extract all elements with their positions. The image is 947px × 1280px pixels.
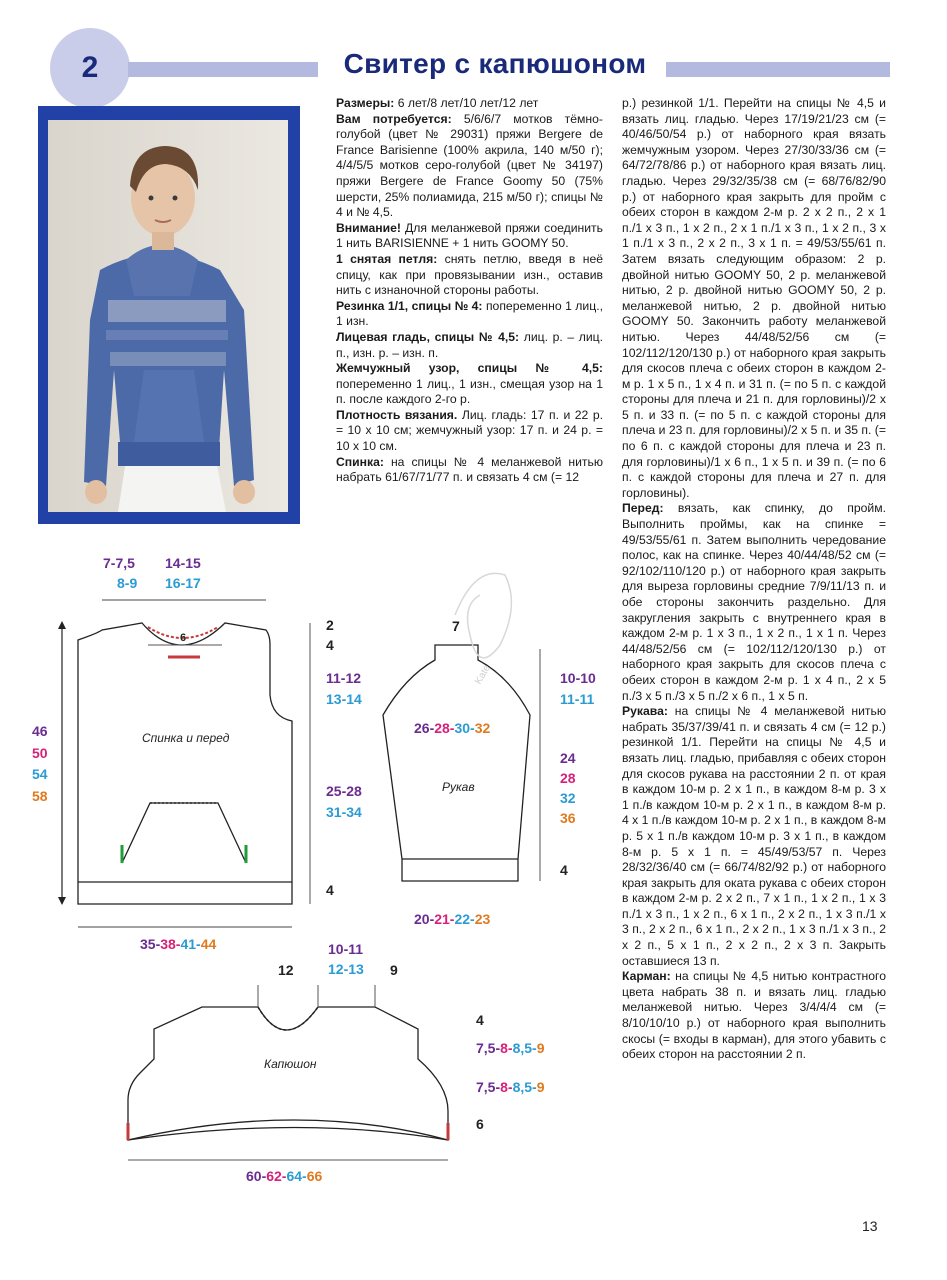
text-pocket: на спицы № 4,5 нитью контрастного цвета набрать 38 п. и вязать лиц. гладью меланжевой нитью. Через 3/4/4/4 см (= 8/10/10/10 р.) от наборного края выполнить скосы (= входы в карман), для этого убавить с обеих сторон на расстоянии 2 п. bbox=[622, 969, 886, 1062]
label-width-35: 35- bbox=[140, 936, 161, 952]
svg-text:7-7,5 bbox=[103, 555, 135, 571]
text-sleeves: на спицы № 4 меланжевой нитью набрать 35/37/39/41 п. и связать 4 см (= 12 р.) резинкой 1/1. Перейти на спицы № 4,5 и вязать лиц. гладью, прибавляя с обеих сторон для скосов рукава на расстоянии 2 п. от края в каждом 10-м р. 2 х 1 п., в каждом 8-м р. 3 х 1 п./в каждом 10-м р. 2 х 1 п., в каждом 8-м р. 4 х 1 п./в каждом 10-м р. 2 х 1 п., в каждом 8-м р. 5 х 1 п./в каждом 10-м р. 3 х 1 п., в каждом 8-м р. 5 х 1 п. = 45/49/53/57 п. Через 28/32/36/40 см (= 66/74/82/92 р.) от наборного края закрыть для оката рукава с обеих сторон в каждом 2-м р. 2 х 2 п., 7 х 1 п., 1 х 2 п., 1 х 3 п./1 х 3 п., 1 х 2 п., 6 х 1 п., 2 х 2 п., 1 х 3 п./1 х 3 п., 2 х 2 п., 6 х 1 п., 2 х 2 п., 1 х 3 п./1 х 3 п., 2 х 2 п., 5 х 1 п., 2 х 2 п., 2 х 3 п. Закрыть оставшиеся 13 п. bbox=[622, 704, 886, 968]
svg-text:16-17 bbox=[165, 575, 201, 591]
text-sizes: 6 лет/8 лет/10 лет/12 лет bbox=[394, 96, 539, 110]
section-number-badge bbox=[50, 28, 130, 108]
model-photo bbox=[48, 120, 288, 512]
hood-outline bbox=[128, 1007, 448, 1140]
label-rib: Резинка 1/1, спицы № 4: bbox=[336, 298, 483, 313]
label-slipped-stitch: 1 снятая петля: bbox=[336, 251, 438, 266]
text-attention: Для меланжевой пряжи соединить 1 нить BARISIENNE + 1 нить GOOMY 50. bbox=[336, 220, 603, 251]
svg-text:7,5-8-8,5-9 bbox=[476, 1040, 545, 1056]
label-hood-r2-d: 9 bbox=[536, 1040, 545, 1056]
svg-text:7,5-8-8,5-9 bbox=[476, 1079, 545, 1095]
label-body-top-1b: 14-15 bbox=[165, 555, 201, 571]
svg-text:35-38-41-44 bbox=[140, 936, 216, 952]
label-height-50: 50 bbox=[32, 745, 48, 761]
text-column-right bbox=[622, 96, 886, 1063]
label-sleeve-top: 7 bbox=[452, 618, 460, 634]
paragraph-sleeves bbox=[622, 704, 886, 969]
paragraph-pocket bbox=[622, 969, 886, 1063]
label-height-54: 54 bbox=[32, 766, 48, 782]
paragraph-slipped-stitch bbox=[336, 252, 603, 299]
text-gauge: Лиц. гладь: 17 п. и 22 р. = 10 х 10 см; жемчужный узор: 17 п. и 24 р. = 10 х 10 см. bbox=[336, 407, 603, 454]
label-pocket: Карман: bbox=[622, 969, 671, 984]
boy-in-hoodie-illustration bbox=[48, 120, 288, 512]
label-sleeve-cap-1: 10-10 bbox=[560, 670, 596, 686]
label-hood-top-2: 12-13 bbox=[328, 961, 364, 977]
text-back-cont: р.) резинкой 1/1. Перейти на спицы № 4,5 и вязать лиц. гладью. Через 17/19/21/23 см (= 40/46/50/54 р.) от наборного края вязать жемчужным узором. Через 27/30/33/36 см (= 64/72/78/86 р.) от наборного края вязать лиц. гладью. Через 29/32/35/38 см (= 68/76/82/90 р.) от наборного края закрыть для пройм с обеих сторон в каждом 2-м р. 2 х 2 п., 2 х 1 п./1 х 3 п., 1 х 2 п., 2 х 1 п./1 х 3 п., 1 х 2 п., 3 х 1 п./1 х 3 п., 2 х 2 п., 3 х 1 п. = 49/53/55/61 п. Затем вязать следующим образом: 2 р. двойной нитью GOOMY 50, 2 р. меланжевой нитью, 2 р. двойной нитью GOOMY 50, 2 р. меланжевой нитью, 2 р. двойной нитью GOOMY 50. Закончить работу меланжевой нитью. Через 44/48/52/56 см (= 102/112/120/130 р.) от наборного края закрыть для скосов плеча с обеих сторон в каждом 2-м р. 1 х 5 п., 1 х 4 п. и 31 п. (= по 5 п. с каждой стороны для плеча и 21 п. для горловины)/2 х 5 п. и 33 п. (= по 5 п. с каждой стороны для плеча и 23 п. для горловины)/2 х 5 п. и 35 п. (= по 6 п. с каждой стороны для плеча и 23 п. для горловины)/1 х 6 п., 1 х 5 п. и 39 п. (= по 6 п. с каждой стороны для плеча и 27 п. для горловины). bbox=[622, 96, 886, 500]
label-sleeve-len-32: 32 bbox=[560, 790, 576, 806]
label-stockinette: Лицевая гладь, спицы № 4,5: bbox=[336, 329, 520, 344]
label-sleeve-len-28: 28 bbox=[560, 770, 576, 786]
label-body-top-2a: 8-9 bbox=[117, 575, 138, 591]
label-sleeve-piece: Рукав bbox=[442, 780, 475, 794]
label-hood-r2-a: 7,5- bbox=[476, 1040, 501, 1056]
label-hood-piece: Капюшон bbox=[264, 1057, 317, 1071]
label-hood-r-4: 4 bbox=[476, 1012, 484, 1028]
label-sleeve-w-28: 28- bbox=[434, 720, 455, 736]
paragraph-front bbox=[622, 501, 886, 704]
label-cuff-w-23: 23 bbox=[474, 911, 491, 927]
sleeve-outline bbox=[383, 645, 530, 881]
label-gauge: Плотность вязания. bbox=[336, 407, 458, 422]
svg-text:60-62-64-66 bbox=[246, 1168, 322, 1184]
label-body-top-1a: 7-7,5 bbox=[103, 555, 135, 571]
label-hood-r2-c: 8,5- bbox=[512, 1040, 537, 1056]
svg-text:26-28-30-32 bbox=[414, 720, 490, 736]
label-height-58: 58 bbox=[32, 788, 48, 804]
text-stockinette: лиц. р. – лиц. п., изн. р. – изн. п. bbox=[336, 329, 603, 360]
svg-text:8-9 bbox=[117, 575, 137, 591]
paragraph-stockinette bbox=[336, 330, 603, 361]
label-hood-r3-a: 7,5- bbox=[476, 1079, 501, 1095]
label-hood-w-60: 60- bbox=[246, 1168, 267, 1184]
paragraph-sizes bbox=[336, 96, 603, 112]
label-seed-stitch: Жемчужный узор, спицы № 4,5: bbox=[336, 361, 603, 376]
paragraph-attention bbox=[336, 221, 603, 252]
label-sleeve-cap-2: 11-11 bbox=[560, 691, 595, 707]
body-outline bbox=[78, 623, 292, 904]
label-width-41: 41- bbox=[180, 936, 201, 952]
text-slipped-stitch: снять петлю, введя в неё спицу, как при провязывании изн., оставив нить с изнаночной стороны работы. bbox=[336, 251, 604, 298]
text-materials: 5/6/6/7 мотков тёмно-голубой (цвет № 29031) пряжи Bergere de France Barisienne (100% акрила, 140 м/50 г); 4/4/5/5 мотков серо-голубой (цвет № 34197) пряжи Bergere de France Goomy 50 (75% шерсти, 25% полиамида, 215 м/50 г); спицы № 4 и № 4,5. bbox=[336, 111, 603, 220]
label-cuff-w-21: 21- bbox=[434, 911, 455, 927]
label-hood-w-66: 66 bbox=[306, 1168, 323, 1184]
label-body-bottom-4: 4 bbox=[326, 882, 334, 898]
label-sleeve-len-36: 36 bbox=[560, 810, 576, 826]
page-number: 13 bbox=[862, 1218, 878, 1234]
paragraph-back-cont bbox=[622, 96, 886, 501]
label-width-44: 44 bbox=[200, 936, 217, 952]
label-body-top-2b: 16-17 bbox=[165, 575, 201, 591]
label-hood-top-1: 10-11 bbox=[328, 941, 364, 957]
label-cuff-w-20: 20- bbox=[414, 911, 435, 927]
label-front: Перед: bbox=[622, 501, 664, 516]
label-width-38: 38- bbox=[160, 936, 181, 952]
label-body-armhole-2: 13-14 bbox=[326, 691, 362, 707]
label-body-armhole-1: 11-12 bbox=[326, 670, 362, 686]
paragraph-materials bbox=[336, 112, 603, 221]
text-seed-stitch: попеременно 1 лиц., 1 изн., смещая узор на 1 п. после каждого 2-го р. bbox=[336, 376, 603, 407]
label-hood-side: 9 bbox=[390, 962, 398, 978]
label-sleeve-w-32: 32 bbox=[474, 720, 491, 736]
label-sleeve-cuff: 4 bbox=[560, 862, 568, 878]
svg-text:20-21-22-23 bbox=[414, 911, 490, 927]
label-sleeves: Рукава: bbox=[622, 704, 668, 719]
label-hood-r3-b: 8- bbox=[500, 1079, 513, 1095]
label-hood-w-62: 62- bbox=[266, 1168, 287, 1184]
watermark-text: Kate bbox=[473, 663, 493, 687]
label-sleeve-len-24: 24 bbox=[560, 750, 576, 766]
label-cuff-w-22: 22- bbox=[454, 911, 475, 927]
label-hood-w-64: 64- bbox=[286, 1168, 307, 1184]
text-front: вязать, как спинку, до пройм. Выполнить проймы, как на спинке = 49/53/55/61 п. Затем выполнить чередование полос, как на спинке. Через 40/44/48/52 см (= 92/102/110/120 р.) от наборного края закрыть для выреза горловины средние 7/9/11/13 п. и обе стороны закончить раздельно. Для закругления закрыть с внутреннего края в каждом 2-м р. 1 х 3 п., 1 х 2 п., 1 х 1 п. Через 44/48/52/56 см (= 102/112/120/130 р.) от наборного края закрыть для скосов плеча с обеих сторон в каждом 2-м р. 1 х 4 п., 2 х 5 п./3 х 5 п./3 х 5 п./2 х 6 п., 1 х 5 п. bbox=[622, 501, 886, 703]
paragraph-gauge bbox=[336, 408, 603, 455]
label-body-piece: Спинка и перед bbox=[142, 731, 230, 745]
header-bar-left bbox=[128, 62, 318, 77]
text-rib: попеременно 1 лиц., 1 изн. bbox=[336, 298, 603, 329]
label-neck-6: 6 bbox=[180, 632, 187, 644]
label-hood-r-6: 6 bbox=[476, 1116, 484, 1132]
paragraph-back bbox=[336, 455, 603, 486]
label-hood-r3-c: 8,5- bbox=[512, 1079, 537, 1095]
section-number: 2 bbox=[81, 51, 99, 84]
pocket-outline bbox=[122, 803, 246, 863]
pattern-diagrams bbox=[0, 545, 610, 1205]
text-column-left bbox=[336, 96, 603, 486]
label-sleeve-w-26: 26- bbox=[414, 720, 435, 736]
label-sizes: Размеры: bbox=[336, 96, 395, 110]
label-hood-r3-d: 9 bbox=[536, 1079, 545, 1095]
label-body-side-1: 25-28 bbox=[326, 783, 362, 799]
page-title: Свитер с капюшоном bbox=[343, 48, 647, 79]
label-body-side-2: 31-34 bbox=[326, 804, 362, 820]
label-body-r-4: 4 bbox=[326, 637, 334, 653]
paragraph-seed-stitch bbox=[336, 361, 603, 408]
label-materials: Вам потребуется: bbox=[336, 111, 452, 126]
paragraph-rib bbox=[336, 299, 603, 330]
label-sleeve-w-30: 30- bbox=[454, 720, 475, 736]
header-bar-right bbox=[666, 62, 890, 77]
label-hood-r2-b: 8- bbox=[500, 1040, 513, 1056]
label-back: Спинка: bbox=[336, 454, 384, 469]
label-attention: Внимание! bbox=[336, 220, 401, 235]
label-height-46: 46 bbox=[32, 723, 48, 739]
label-hood-mid: 12 bbox=[278, 962, 294, 978]
text-back: на спицы № 4 меланжевой нитью набрать 61/67/71/77 п. и связать 4 см (= 12 bbox=[336, 454, 603, 485]
svg-text:14-15 bbox=[165, 555, 201, 571]
label-body-r-2: 2 bbox=[326, 617, 334, 633]
